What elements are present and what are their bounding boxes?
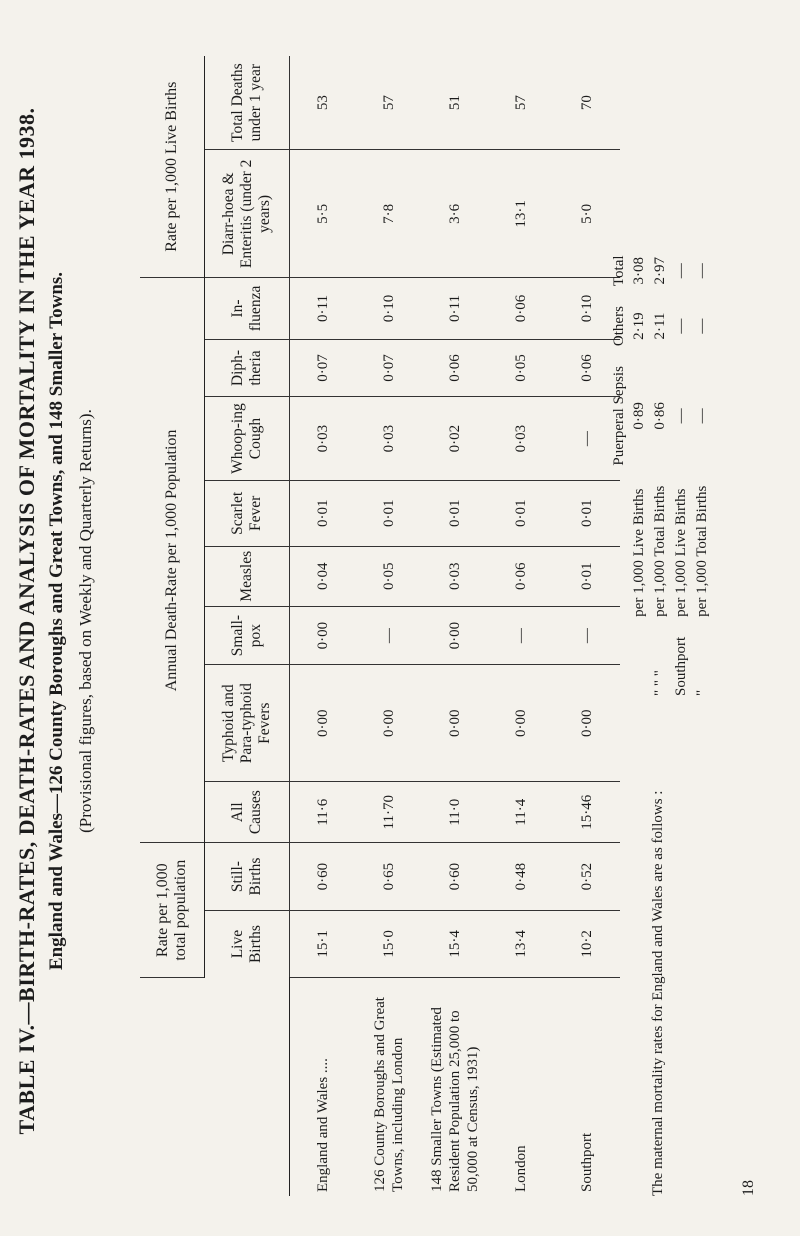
col-total: Total [611, 255, 627, 287]
cell-others: — [694, 318, 710, 334]
cell-typhoid: 0·00 [422, 665, 488, 782]
cell-all-causes: 15·46 [554, 781, 620, 842]
maternal-basis: per 1,000 Total Births [694, 485, 710, 617]
cell-diarrhoea: 5·0 [554, 150, 620, 278]
cell-total-deaths: 57 [488, 56, 554, 150]
table-title-block [14, 46, 96, 1196]
cell-puerperal: — [694, 408, 710, 424]
row-area: Southport [579, 1132, 595, 1192]
cell-typhoid: 0·00 [488, 665, 554, 782]
cell-whooping-cough: 0·03 [356, 397, 422, 480]
cell-influenza: 0·10 [356, 278, 422, 339]
cell-whooping-cough: — [554, 397, 620, 480]
row-area: 126 County Boroughs and Great Towns, including London [372, 997, 406, 1192]
maternal-table [610, 245, 713, 706]
cell-whooping-cough: 0·03 [488, 397, 554, 480]
cell-others: 2·11 [652, 312, 668, 340]
table-subtitle: England and Wales—126 County Boroughs and Great Towns, and 148 Smaller Towns. [46, 271, 67, 971]
cell-smallpox: 0·00 [422, 606, 488, 665]
cell-puerperal: 0·89 [631, 402, 647, 430]
cell-measles: 0·01 [554, 546, 620, 606]
maternal-row [650, 245, 671, 706]
cell-still-births: 0·60 [422, 843, 488, 910]
cell-diphtheria: 0·07 [356, 339, 422, 397]
cell-scarlet-fever: 0·01 [290, 480, 357, 546]
cell-live-births: 15·1 [290, 910, 357, 977]
table-row [290, 56, 357, 1196]
cell-influenza: 0·11 [290, 278, 357, 339]
cell-total: — [673, 263, 689, 279]
col-diarrhoea: Diarr-hoea & Enteritis (under 2 years) [205, 150, 290, 278]
cell-all-causes: 11·70 [356, 781, 422, 842]
cell-still-births: 0·52 [554, 843, 620, 910]
cell-typhoid: 0·00 [290, 665, 357, 782]
cell-smallpox: — [554, 606, 620, 665]
group-rate-live-births: Rate per 1,000 Live Births [140, 56, 205, 278]
cell-live-births: 10·2 [554, 910, 620, 977]
cell-diphtheria: 0·06 [554, 339, 620, 397]
cell-total-deaths: 70 [554, 56, 620, 150]
cell-live-births: 13·4 [488, 910, 554, 977]
cell-scarlet-fever: 0·01 [488, 480, 554, 546]
cell-measles: 0·03 [422, 546, 488, 606]
cell-diarrhoea: 5·5 [290, 150, 357, 278]
group-rate-population: Rate per 1,000 total population [140, 843, 205, 978]
cell-measles: 0·05 [356, 546, 422, 606]
col-live-births: Live Births [205, 910, 290, 977]
maternal-area: " " " [652, 670, 668, 696]
cell-still-births: 0·65 [356, 843, 422, 910]
cell-influenza: 0·06 [488, 278, 554, 339]
cell-total: 3·08 [631, 257, 647, 285]
cell-total: — [694, 263, 710, 279]
cell-scarlet-fever: 0·01 [422, 480, 488, 546]
cell-all-causes: 11·4 [488, 781, 554, 842]
mortality-table [140, 56, 620, 1196]
cell-others: 2·19 [631, 312, 647, 340]
cell-smallpox: — [488, 606, 554, 665]
col-still-births: Still-Births [205, 843, 290, 910]
cell-typhoid: 0·00 [356, 665, 422, 782]
cell-whooping-cough: 0·03 [290, 397, 357, 480]
cell-scarlet-fever: 0·01 [356, 480, 422, 546]
col-influenza: In-fluenza [205, 278, 290, 339]
table-row [488, 56, 554, 1196]
row-area: England and Wales .... [315, 1058, 331, 1192]
cell-influenza: 0·11 [422, 278, 488, 339]
table-row [356, 56, 422, 1196]
cell-whooping-cough: 0·02 [422, 397, 488, 480]
maternal-row [692, 245, 713, 706]
cell-total: 2·97 [652, 257, 668, 285]
maternal-basis: per 1,000 Total Births [652, 485, 668, 617]
cell-total-deaths: 57 [356, 56, 422, 150]
area-header [140, 978, 290, 1197]
col-all-causes: All Causes [205, 781, 290, 842]
col-others: Others [611, 306, 627, 347]
col-measles: Measles [205, 546, 290, 606]
col-typhoid: Typhoid and Para-typhoid Fevers [205, 665, 290, 782]
cell-others: — [673, 318, 689, 334]
col-total-deaths: Total Deaths under 1 year [205, 56, 290, 150]
cell-still-births: 0·48 [488, 843, 554, 910]
maternal-basis: per 1,000 Live Births [631, 488, 647, 617]
table-title: TABLE IV.—BIRTH-RATES, DEATH-RATES AND ANALYSIS OF MORTALITY IN THE YEAR 1938. [14, 107, 39, 1135]
col-puerperal-sepsis: Puerperal Sepsis [611, 366, 627, 466]
col-whooping-cough: Whoop-ing Cough [205, 397, 290, 480]
col-diphtheria: Diph-theria [205, 339, 290, 397]
cell-all-causes: 11·0 [422, 781, 488, 842]
cell-scarlet-fever: 0·01 [554, 480, 620, 546]
cell-smallpox: 0·00 [290, 606, 357, 665]
maternal-basis: per 1,000 Live Births [673, 488, 689, 617]
cell-diphtheria: 0·07 [290, 339, 357, 397]
maternal-area [629, 627, 650, 706]
maternal-row [629, 245, 650, 706]
cell-smallpox: — [356, 606, 422, 665]
cell-measles: 0·06 [488, 546, 554, 606]
cell-live-births: 15·4 [422, 910, 488, 977]
maternal-area: " [694, 689, 710, 696]
cell-diarrhoea: 7·8 [356, 150, 422, 278]
cell-total-deaths: 53 [290, 56, 357, 150]
cell-all-causes: 11·6 [290, 781, 357, 842]
table-row [422, 56, 488, 1196]
cell-diarrhoea: 3·6 [422, 150, 488, 278]
cell-diphtheria: 0·06 [422, 339, 488, 397]
col-smallpox: Small-pox [205, 606, 290, 665]
row-area: London [513, 1145, 529, 1192]
cell-puerperal: — [673, 408, 689, 424]
cell-typhoid: 0·00 [554, 665, 620, 782]
group-annual-death-rate: Annual Death-Rate per 1,000 Population [140, 278, 205, 843]
row-area: 148 Smaller Towns (Estimated Resident Population 25,000 to 50,000 at Census, 1931) [429, 1007, 481, 1192]
maternal-row [671, 245, 692, 706]
maternal-intro: The maternal mortality rates for England and Wales are as follows : [650, 790, 666, 1196]
page-number: 18 [740, 1180, 757, 1196]
cell-total-deaths: 51 [422, 56, 488, 150]
cell-puerperal: 0·86 [652, 402, 668, 430]
table-note: (Provisional figures, based on Weekly and Quarterly Returns). [76, 409, 95, 833]
cell-diphtheria: 0·05 [488, 339, 554, 397]
cell-diarrhoea: 13·1 [488, 150, 554, 278]
col-scarlet-fever: Scarlet Fever [205, 480, 290, 546]
cell-live-births: 15·0 [356, 910, 422, 977]
cell-still-births: 0·60 [290, 843, 357, 910]
cell-measles: 0·04 [290, 546, 357, 606]
cell-influenza: 0·10 [554, 278, 620, 339]
maternal-area: Southport [673, 636, 689, 696]
